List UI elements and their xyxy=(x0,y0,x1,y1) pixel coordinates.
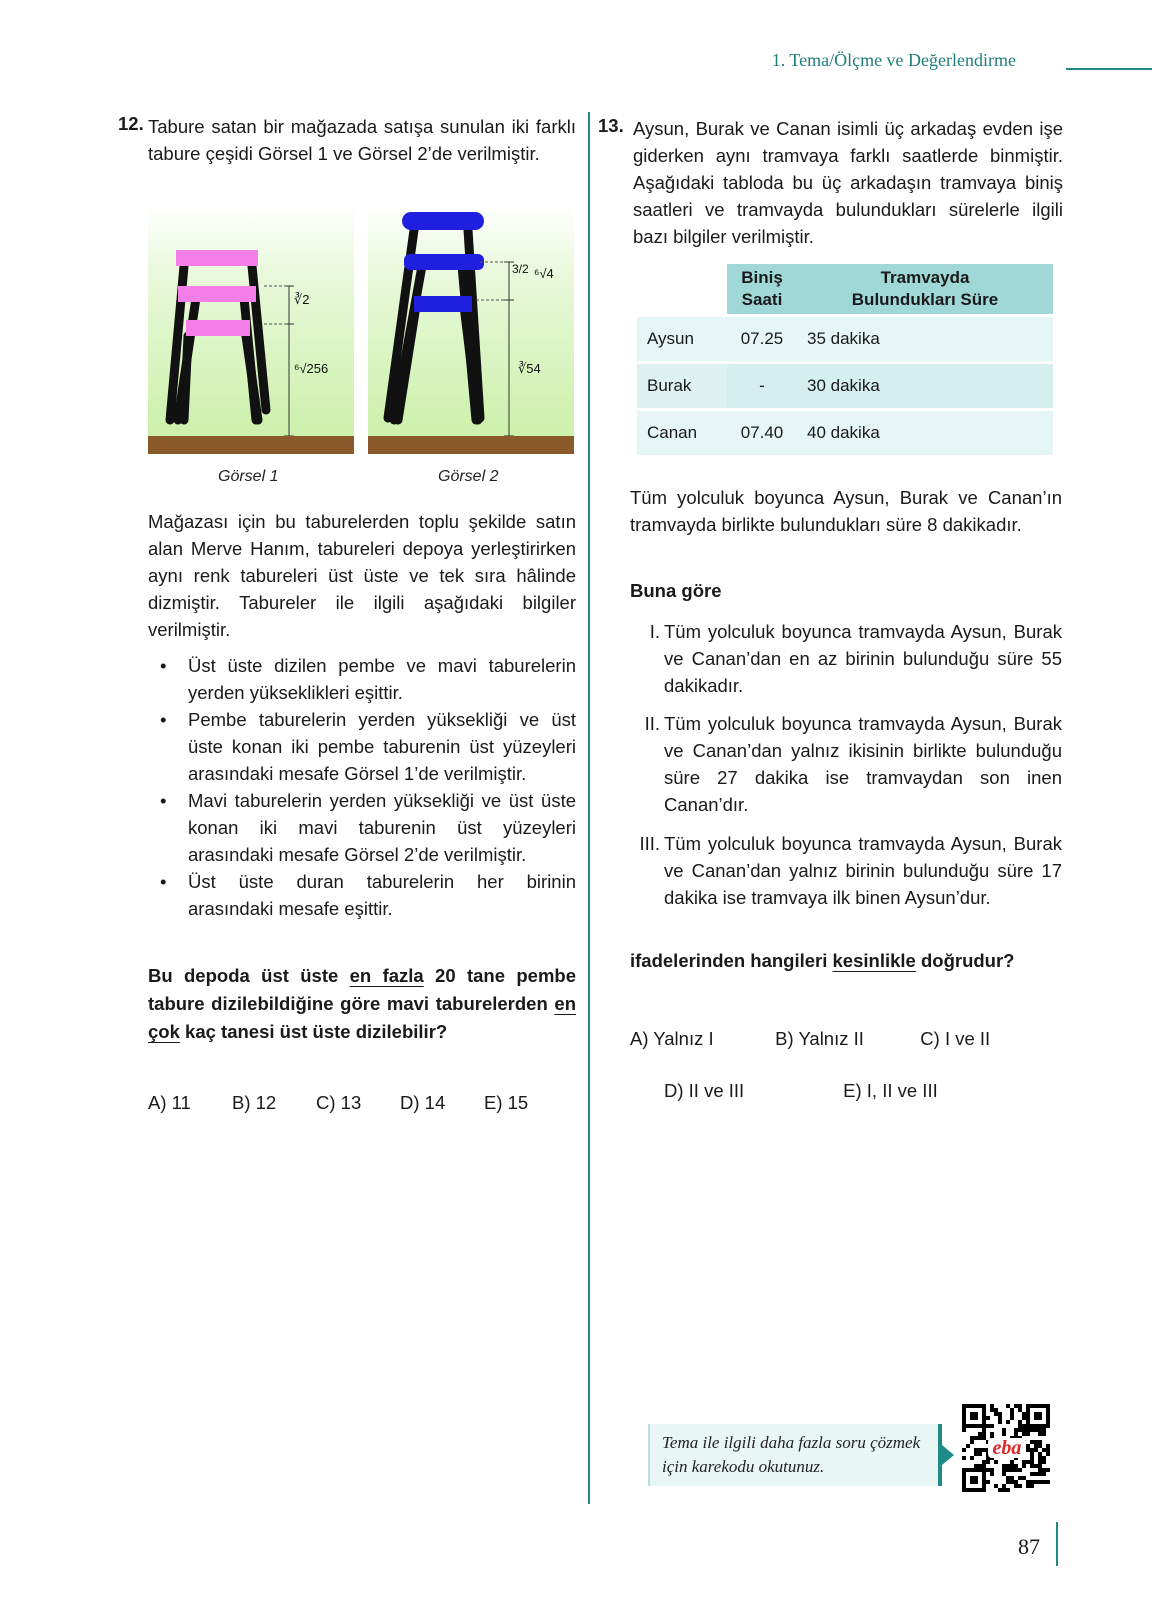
page-number-rule xyxy=(1056,1522,1058,1566)
statement-3 xyxy=(630,830,1062,911)
qr-note: Tema ile ilgili daha fazla soru çözmek için karekodu okutunuz. xyxy=(648,1424,940,1486)
blue-stool-gap-fraction: 3/2 xyxy=(512,262,529,276)
statement-number: I. xyxy=(649,621,660,642)
q12-paragraph: Mağazası için bu taburelerden toplu şekilde satın alan Merve Hanım, tabureleri depoya yerleştirirken aynı renk tabureleri üst üste ve tek sıra hâlinde dizmiştir. Tabureler ile ilgili aşağıdaki bilgiler verilmiştir. xyxy=(148,511,576,640)
table-cell-name: Aysun xyxy=(637,316,727,363)
blue-stool-seat xyxy=(402,212,484,230)
question-text: 20 tane pembe tabure dizilebildiğine göre mavi taburelerden xyxy=(148,965,576,1014)
question-emphasis: en fazla xyxy=(349,965,424,986)
pink-stool-seat xyxy=(186,320,250,336)
page-number: 87 xyxy=(1018,1534,1040,1559)
table-cell-duration: 35 dakika xyxy=(797,316,1053,363)
pink-stool-height-label: ⁶√256 xyxy=(294,361,329,376)
option-b[interactable]: B) 12 xyxy=(232,1092,277,1113)
q13-options-row-2 xyxy=(664,1080,1017,1102)
table-cell-duration: 30 dakika xyxy=(797,363,1053,410)
question-text: kaç tanesi üst üste dizilebilir? xyxy=(179,1021,448,1042)
header-title: 1. Tema/Ölçme ve Değerlendirme xyxy=(771,50,1016,70)
statement-text: Tüm yolculuk boyunca tramvayda Aysun, Burak ve Canan’dan yalnız birinin bulunduğu süre 17 dakika ise tramvaya ilk binen Aysun’dur. xyxy=(664,833,1062,908)
q12-options xyxy=(148,1092,568,1114)
qr-code-icon[interactable] xyxy=(962,1404,1050,1492)
figure-1-caption: Görsel 1 xyxy=(218,468,279,485)
table-cell-name: Canan xyxy=(637,410,727,457)
list-item: • Üst üste duran taburelerin her birinin arasındaki mesafe eşittir. xyxy=(148,868,576,922)
question-text: doğrudur? xyxy=(915,950,1015,971)
stool-leg xyxy=(184,336,188,420)
ground-strip xyxy=(368,436,574,454)
q12-bullet-list xyxy=(148,652,576,922)
option-e[interactable]: E) I, II ve III xyxy=(843,1080,938,1101)
blue-stool-seat xyxy=(404,254,484,270)
list-item: • Pembe taburelerin yerden yüksekliği ve üst üste konan iki pembe taburenin üst yüzeyleri arasındaki mesafe Görsel 1’de verilmiştir. xyxy=(148,706,576,787)
q12-stem: Tabure satan bir mağazada satışa sunulan iki farklı tabure çeşidi Görsel 1 ve Görsel 2’de verilmiştir. xyxy=(148,116,576,164)
table-cell-duration: 40 dakika xyxy=(797,410,1053,457)
q13-paragraph: Tüm yolculuk boyunca Aysun, Burak ve Canan’ın tramvayda birlikte bulundukları süre 8 dakikadır. xyxy=(630,487,1062,535)
statement-number: II. xyxy=(644,713,660,734)
blue-stool-stack-illustration xyxy=(368,206,574,454)
q12-question xyxy=(148,962,576,1046)
table-cell-time: 07.25 xyxy=(727,316,797,363)
eba-logo: eba xyxy=(992,1437,1022,1459)
q13-lead: Buna göre xyxy=(630,580,722,601)
pink-stool-stack-illustration xyxy=(148,206,354,454)
pink-stool-seat xyxy=(178,286,256,302)
q13-number: 13. xyxy=(598,115,624,136)
option-d[interactable]: D) 14 xyxy=(400,1092,446,1113)
tram-table xyxy=(637,264,1053,458)
figure-2 xyxy=(368,206,574,454)
option-b[interactable]: B) Yalnız II xyxy=(775,1028,864,1049)
column-divider xyxy=(588,112,590,1504)
q12-number: 12. xyxy=(118,113,144,134)
table-cell-time: - xyxy=(727,363,797,410)
blue-stool-gap-root: ⁶√4 xyxy=(534,266,554,281)
table-row xyxy=(637,363,1053,410)
statement-2 xyxy=(630,710,1062,818)
q13-stem: Aysun, Burak ve Canan isimli üç arkadaş evden işe giderken aynı tramvaya farklı saatlerde binmiştir. Aşağıdaki tabloda bu üç arkadaşın tramvaya biniş saatleri ve tramvayda bulundukları sürelerle ilgili bazı bilgiler verilmiştir. xyxy=(633,118,1063,247)
table-row xyxy=(637,410,1053,457)
statement-1 xyxy=(630,618,1062,699)
table-header-blank xyxy=(637,264,727,316)
pink-stool-gap-label: ∛2 xyxy=(294,292,310,307)
question-text: Bu depoda üst üste xyxy=(148,965,350,986)
table-cell-time: 07.40 xyxy=(727,410,797,457)
figure-2-caption: Görsel 2 xyxy=(438,468,499,485)
table-header-duration: Tramvayda Bulundukları Süre xyxy=(797,264,1053,316)
ground-strip xyxy=(148,436,354,454)
statement-text: Tüm yolculuk boyunca tramvayda Aysun, Burak ve Canan’dan yalnız ikisinin birlikte bulunduğu süre 27 dakika ise tramvaydan son inen Canan’dır. xyxy=(664,713,1062,815)
table-header-boarding-time: Biniş Saati xyxy=(727,264,797,316)
table-cell-name: Burak xyxy=(637,363,727,410)
option-e[interactable]: E) 15 xyxy=(484,1092,529,1113)
option-d[interactable]: D) II ve III xyxy=(664,1080,745,1101)
list-item: • Mavi taburelerin yerden yüksekliği ve üst üste konan iki mavi taburenin üst yüzeyleri arasındaki mesafe Görsel 2’de verilmiştir. xyxy=(148,787,576,868)
statement-text: Tüm yolculuk boyunca tramvayda Aysun, Burak ve Canan’dan en az birinin bulunduğu süre 55 dakikadır. xyxy=(664,621,1062,696)
q13-options-row-1 xyxy=(630,1028,1060,1050)
question-text: ifadelerinden hangileri xyxy=(630,950,833,971)
question-emphasis: en çok xyxy=(148,993,576,1042)
option-a[interactable]: A) Yalnız I xyxy=(630,1028,714,1049)
statement-number: III. xyxy=(639,833,660,854)
option-a[interactable]: A) 11 xyxy=(148,1092,191,1113)
blue-stool-seat xyxy=(414,296,472,312)
list-item: • Üst üste dizilen pembe ve mavi taburelerin yerden yükseklikleri eşittir. xyxy=(148,652,576,706)
figure-1 xyxy=(148,206,354,454)
question-emphasis: kesinlikle xyxy=(832,950,916,971)
option-c[interactable]: C) I ve II xyxy=(920,1028,991,1049)
blue-stool-height-label: ∛54 xyxy=(518,361,541,376)
table-row xyxy=(637,316,1053,363)
pink-stool-seat xyxy=(176,250,258,266)
q13-question xyxy=(630,950,1014,972)
header-rule xyxy=(1066,68,1152,70)
option-c[interactable]: C) 13 xyxy=(316,1092,362,1113)
arrow-right-icon xyxy=(942,1445,954,1465)
